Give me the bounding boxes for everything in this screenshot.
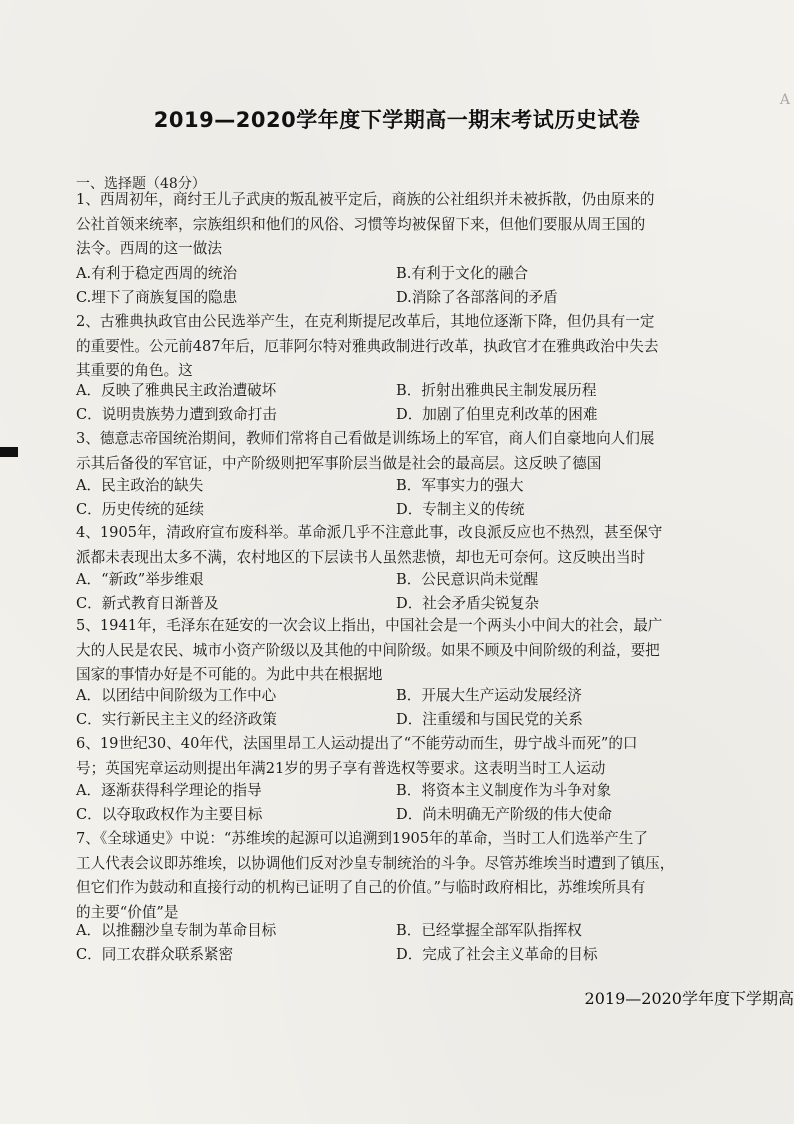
option-a[interactable]: A．“新政”举步维艰 <box>76 571 204 588</box>
option-b[interactable]: B．公民意识尚未觉醒 <box>396 571 539 588</box>
question-line: 3、德意志帝国统治期间，教师们常将自己看做是训练场上的军官，商人们自豪地向人们展 <box>76 430 655 447</box>
question-line: 大的人民是农民、城市小资产阶级以及其他的中间阶级。如果不顾及中间阶级的利益，要把 <box>76 641 660 659</box>
option-d[interactable]: D．尚未明确无产阶级的伟大使命 <box>396 805 613 823</box>
question-line: 示其后备役的军官证，中产阶级则把军事阶层当做是社会的最高层。这反映了德国 <box>76 454 602 472</box>
question-3-options <box>76 474 716 521</box>
question-line: 工人代表会议即苏维埃，以协调他们反对沙皇专制统治的斗争。尽管苏维埃当时遭到了镇压， <box>76 854 675 872</box>
question-6-options <box>76 779 716 826</box>
question-7-stem <box>76 827 716 925</box>
option-d[interactable]: D.消除了各部落间的矛盾 <box>396 288 558 306</box>
question-line: 6、19世纪30、40年代，法国里昂工人运动提出了“不能劳动而生，毋宁战斗而死”的口 <box>76 735 638 752</box>
question-5-stem <box>76 614 716 688</box>
question-4-options <box>76 568 716 615</box>
option-d[interactable]: D．加剧了伯里克利改革的困难 <box>396 405 598 423</box>
question-4-stem <box>76 521 716 570</box>
question-line: 4、1905年，清政府宣布废科举。革命派几乎不注意此事，改良派反应也不热烈，甚至保守 <box>76 524 663 541</box>
question-line: 5、1941年，毛泽东在延安的一次会议上指出，中国社会是一个两头小中间大的社会，最广 <box>76 617 663 634</box>
option-c[interactable]: C．以夺取政权作为主要目标 <box>76 805 263 823</box>
option-c[interactable]: C．历史传统的延续 <box>76 500 204 518</box>
question-line: 7、《全球通史》中说：“苏维埃的起源可以追溯到1905年的革命，当时工人们选举产生了 <box>76 830 648 847</box>
question-line: 其重要的角色。这 <box>76 362 193 379</box>
section-heading: 一、选择题（48分） <box>76 176 206 192</box>
question-line: 派都未表现出太多不满，农村地区的下层读书人虽然悲愤，却也无可奈何。这反映出当时 <box>76 548 646 566</box>
option-a[interactable]: A．逐渐获得科学理论的指导 <box>76 782 262 799</box>
question-1-stem <box>76 188 716 262</box>
option-b[interactable]: B．开展大生产运动发展经济 <box>396 687 582 704</box>
option-d[interactable]: D．专制主义的传统 <box>396 500 525 518</box>
option-c[interactable]: C．同工农群众联系紧密 <box>76 945 234 963</box>
option-b[interactable]: B.有利于文化的融合 <box>396 265 529 282</box>
question-line: 号；英国宪章运动则提出年满21岁的男子享有普选权等要求。这表明当时工人运动 <box>76 759 606 777</box>
option-b[interactable]: B．已经掌握全部军队指挥权 <box>396 922 582 939</box>
bleed-through-letter: A <box>779 92 790 108</box>
option-c[interactable]: C．说明贵族势力遭到致命打击 <box>76 405 277 423</box>
question-line: 但它们作为鼓动和直接行动的机构已证明了自己的价值。”与临时政府相比，苏维埃所具有 <box>76 879 646 896</box>
option-b[interactable]: B．折射出雅典民主制发展历程 <box>396 382 597 399</box>
option-a[interactable]: A.有利于稳定西周的统治 <box>76 265 238 282</box>
question-7-options <box>76 919 716 966</box>
option-c[interactable]: C．实行新民主主义的经济政策 <box>76 710 277 728</box>
option-c[interactable]: C．新式教育日渐普及 <box>76 594 219 612</box>
option-a[interactable]: A．以团结中间阶级为工作中心 <box>76 687 277 704</box>
option-d[interactable]: D．社会矛盾尖锐复杂 <box>396 594 540 612</box>
question-line: 法令。西周的这一做法 <box>76 240 222 257</box>
option-d[interactable]: D．完成了社会主义革命的目标 <box>396 945 598 963</box>
option-a[interactable]: A．反映了雅典民主政治遭破坏 <box>76 382 277 399</box>
question-2-stem <box>76 310 716 384</box>
option-a[interactable]: A．民主政治的缺失 <box>76 477 204 494</box>
question-6-stem <box>76 732 716 781</box>
question-5-options <box>76 684 716 731</box>
question-line: 公社首领来统率，宗族组织和他们的风俗、习惯等均被保留下来，但他们要服从周王国的 <box>76 215 646 233</box>
question-2-options <box>76 379 716 426</box>
option-a[interactable]: A．以推翻沙皇专制为革命目标 <box>76 922 277 939</box>
question-line: 的主要“价值”是 <box>76 903 179 921</box>
exam-title: 2019—2020学年度下学期高一期末考试历史试卷 <box>153 108 641 132</box>
option-b[interactable]: B．将资本主义制度作为斗争对象 <box>396 782 612 799</box>
option-b[interactable]: B．军事实力的强大 <box>396 477 524 494</box>
question-line: 国家的事情办好是不可能的。为此中共在根据地 <box>76 666 383 683</box>
question-3-stem <box>76 427 716 476</box>
scan-edge-mark <box>0 447 18 457</box>
question-line: 2、古雅典执政官由公民选举产生，在克利斯提尼改革后，其地位逐渐下降，但仍具有一定 <box>76 313 655 330</box>
option-c[interactable]: C.埋下了商族复国的隐患 <box>76 288 238 306</box>
question-line: 1、西周初年，商纣王儿子武庚的叛乱被平定后，商族的公社组织并未被拆散，仍由原来的 <box>76 191 655 208</box>
option-d[interactable]: D．注重缓和与国民党的关系 <box>396 710 583 728</box>
question-1-options <box>76 262 716 309</box>
question-line: 的重要性。公元前487年后，厄菲阿尔特对雅典政制进行改革，执政官才在雅典政治中失去 <box>76 337 659 355</box>
page-footer: 2019—2020学年度下学期高 <box>584 989 794 1008</box>
